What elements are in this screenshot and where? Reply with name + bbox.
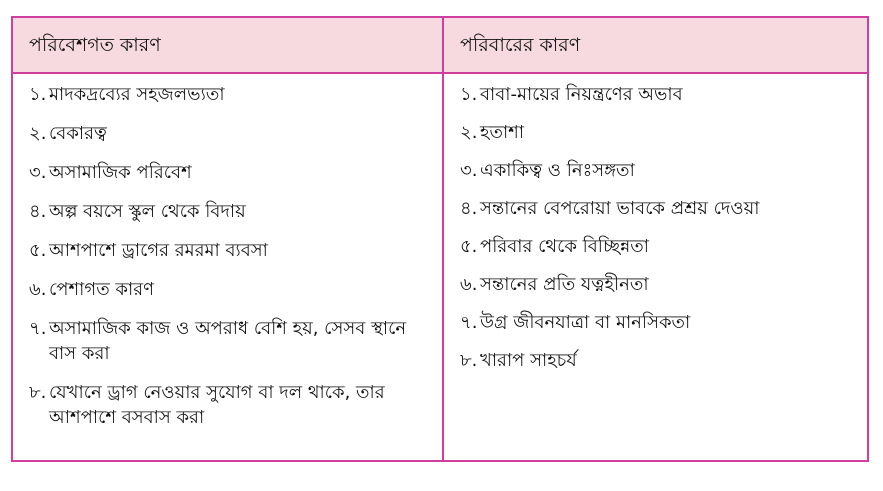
item-number: ২. [460, 122, 478, 143]
item-number: ৮. [29, 382, 47, 403]
item-text: পেশাগত কারণ [49, 279, 155, 300]
item-text: বেকারত্ব [49, 123, 107, 144]
environmental-causes-cell [13, 74, 444, 460]
item-number: ৪. [29, 201, 47, 222]
item-text: সন্তানের বেপরোয়া ভাবকে প্রশ্রয় দেওয়া [480, 198, 760, 219]
item-text: যেখানে ড্রাগ নেওয়ার সুযোগ বা দল থাকে, তার আশপাশে বসবাস করা [49, 382, 385, 428]
list-item [460, 234, 849, 259]
list-item [460, 348, 849, 373]
item-number: ৭. [460, 312, 478, 333]
family-causes-cell [444, 74, 867, 460]
item-text: হতাশা [480, 122, 525, 143]
item-number: ৩. [460, 160, 478, 181]
list-item [460, 272, 849, 297]
item-text: মাদকদ্রব্যের সহজলভ্যতা [49, 84, 225, 105]
list-item [29, 82, 424, 107]
item-number: ৫. [29, 240, 47, 261]
item-text: বাবা-মায়ের নিয়ন্ত্রণের অভাব [480, 84, 683, 105]
environmental-causes-list [29, 82, 424, 430]
item-text: পরিবার থেকে বিচ্ছিন্নতা [480, 236, 649, 257]
header-family-causes [444, 18, 867, 74]
item-text: আশপাশে ড্রাগের রমরমা ব্যবসা [49, 240, 268, 261]
causes-table [11, 16, 869, 462]
item-number: ৬. [460, 274, 478, 295]
item-number: ৪. [460, 198, 478, 219]
item-text: অসামাজিক পরিবেশ [49, 162, 192, 183]
list-item [460, 120, 849, 145]
item-text: একাকিত্ব ও নিঃসঙ্গতা [480, 160, 635, 181]
header-environmental-causes-label: পরিবেশগত কারণ [29, 33, 161, 56]
item-text: খারাপ সাহচর্য [480, 350, 577, 371]
item-text: উগ্র জীবনযাত্রা বা মানসিকতা [480, 312, 691, 333]
item-text: সন্তানের প্রতি যত্নহীনতা [480, 274, 649, 295]
list-item [29, 121, 424, 146]
list-item [460, 310, 849, 335]
item-number: ৬. [29, 279, 47, 300]
family-causes-list [460, 82, 849, 373]
header-environmental-causes [13, 18, 444, 74]
header-family-causes-label: পরিবারের কারণ [460, 33, 581, 56]
list-item [29, 160, 424, 185]
list-item [29, 238, 424, 263]
item-number: ১. [460, 84, 478, 105]
list-item [29, 316, 424, 366]
list-item [29, 380, 424, 430]
list-item [29, 277, 424, 302]
item-number: ২. [29, 123, 47, 144]
list-item [460, 196, 849, 221]
item-number: ৫. [460, 236, 478, 257]
list-item [460, 158, 849, 183]
item-number: ৩. [29, 162, 47, 183]
item-text: অল্প বয়সে স্কুল থেকে বিদায় [49, 201, 246, 222]
item-number: ৭. [29, 318, 47, 339]
list-item [460, 82, 849, 107]
item-number: ১. [29, 84, 47, 105]
list-item [29, 199, 424, 224]
item-text: অসামাজিক কাজ ও অপরাধ বেশি হয়, সেসব স্থানে বাস করা [49, 318, 407, 364]
item-number: ৮. [460, 350, 478, 371]
